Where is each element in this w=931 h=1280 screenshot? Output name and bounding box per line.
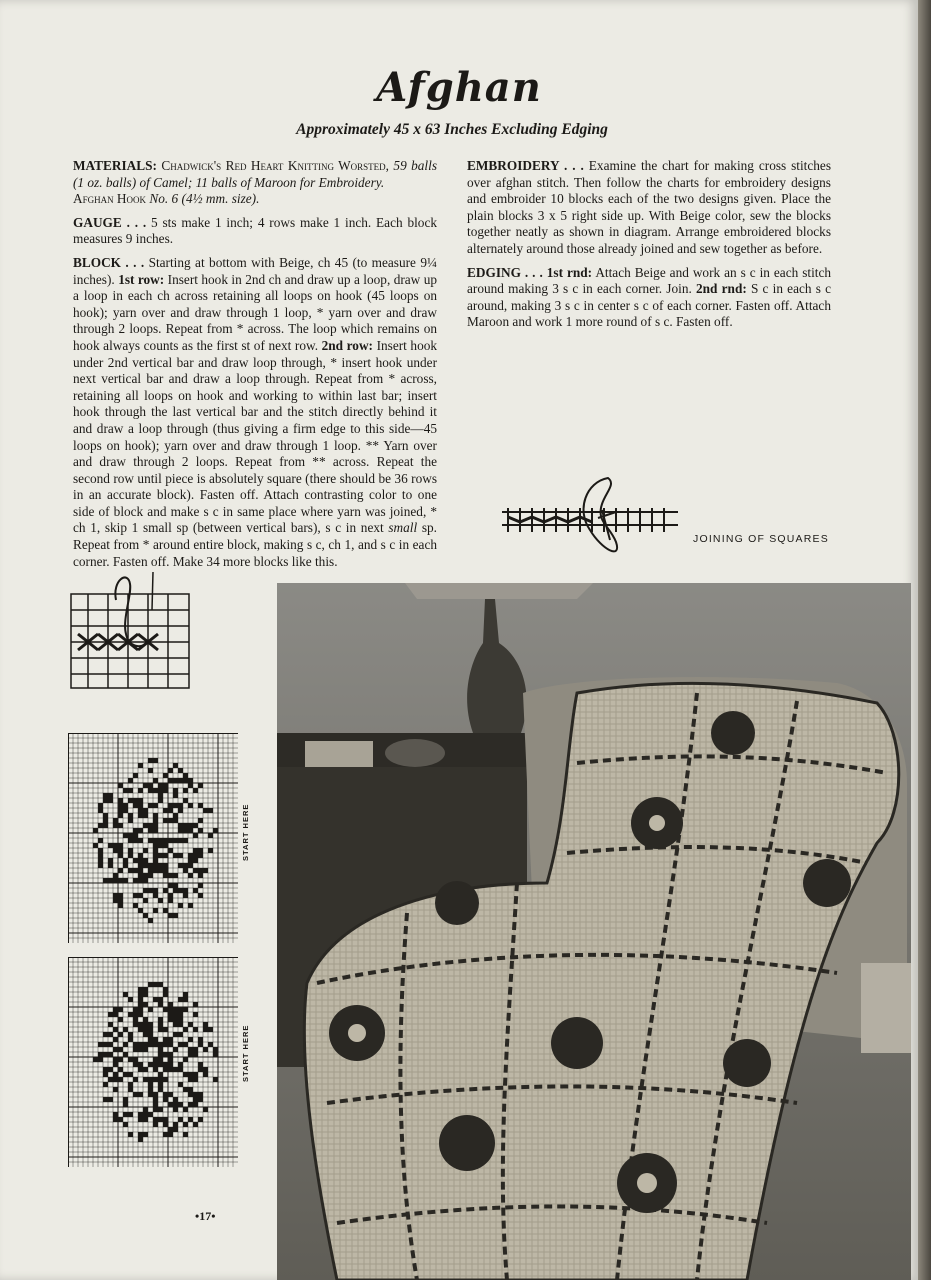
edging-heading: EDGING . . . <box>467 264 543 280</box>
afghan-photograph <box>277 583 911 1280</box>
page-subtitle: Approximately 45 x 63 Inches Excluding Edging <box>296 121 608 138</box>
embroidery-chart-1 <box>68 733 238 948</box>
materials-quantity: 59 balls (1 oz. balls) of Camel; 11 balls of Maroon for Embroidery. <box>73 158 437 190</box>
edging-rnd2-label: 2nd rnd: <box>696 281 747 297</box>
cross-stitch-diagram <box>68 570 193 692</box>
block-text-1: Starting at bottom with Beige, ch 45 (to measure 9¼ inches). <box>73 254 437 287</box>
block-text-4: sp. Repeat from * around entire block, making s c, ch 1, and s c in each corner. Fasten off. Make 34 more blocks like this. <box>73 520 438 569</box>
materials-brand: Chadwick's Red Heart Knitting Worsted, <box>161 158 389 173</box>
joining-squares-label: JOINING OF SQUARES <box>693 533 829 545</box>
materials-heading: MATERIALS: <box>73 158 157 173</box>
block-text-3: Insert hook under 2nd vertical bar and draw loop through, * insert hook under next vertical bar and draw a loop through. Repeat from * across, retaining all loops on hook and working to within last bar; insert hook through the last vertical bar and the stitch directly behind it and draw a loop through (thus giving a firm edge to this side—45 loops on hook); yarn over and draw through 1 loop. ** Yarn over and draw through 2 loops. Repeat from ** across. Repeat the second row until piece is absolutely square (there should be 36 rows in an accurate block). Fasten off. Attach contrasting color to one side of block and make s c in same place where yarn was joined, * ch 1, skip 1 small sp (between vertical bars), s c in next <box>73 337 438 536</box>
embroidery-chart-2 <box>68 957 238 1172</box>
page-title: Afghan <box>376 64 542 111</box>
block-heading: BLOCK . . . <box>73 254 145 270</box>
materials-hook: Afghan Hook <box>73 191 147 207</box>
page-number: •17• <box>195 1209 216 1223</box>
gauge-text: 5 sts make 1 inch; 4 rows make 1 inch. Each block measures 9 inches. <box>73 214 437 247</box>
gauge-paragraph <box>73 215 437 248</box>
embroidery-chart-1-grid <box>68 733 238 943</box>
instructions-column-left <box>73 158 437 577</box>
edging-rnd1-label: 1st rnd: <box>546 264 593 280</box>
start-here-label-1: START HERE <box>241 803 250 861</box>
embroidery-heading: EMBROIDERY . . . <box>467 158 584 173</box>
gauge-heading: GAUGE . . . <box>73 214 147 230</box>
joining-squares-illustration <box>498 470 683 565</box>
materials-hook-size: No. 6 (4½ mm. size). <box>149 191 260 207</box>
edging-paragraph <box>467 265 831 331</box>
edging-text-1: Attach Beige and work an s c in each stitch around making 3 s c in each corner. Join. <box>467 264 832 297</box>
edging-text-2: S c in each s c around, making 3 s c in center s c of each corner. Fasten off. Attach Maroon and work 1 more round of s c. Fasten off. <box>467 281 831 330</box>
embroidery-text: Examine the chart for making cross stitches over afghan stitch. Then follow the charts for embroidery designs and embroider 10 blocks each of the two designs given. Place the plain blocks 3 x 5 right side up. With Beige color, sew the blocks together neatly as shown in diagram. Arrange embroidered blocks alternately around those already joined and sew together as before. <box>467 158 832 256</box>
block-row2-label: 2nd row: <box>321 337 373 353</box>
materials-paragraph <box>73 158 437 208</box>
page-binding-edge <box>918 0 931 1280</box>
block-row1-label: 1st row: <box>118 271 165 287</box>
start-here-label-2: START HERE <box>241 1024 250 1082</box>
block-small-word: small <box>388 520 418 536</box>
block-text-2: Insert hook in 2nd ch and draw up a loop, draw up a loop in each ch across retaining all loops on hook (45 loops on hook); yarn over and draw through 1 loop, * yarn over and draw through 2 loops. Repeat from * across. The loop which remains on hook always counts as the first st of next row. <box>73 271 438 353</box>
instructions-column-right <box>467 158 831 338</box>
embroidery-chart-2-grid <box>68 957 238 1167</box>
block-paragraph <box>73 255 437 570</box>
embroidery-paragraph <box>467 158 831 258</box>
